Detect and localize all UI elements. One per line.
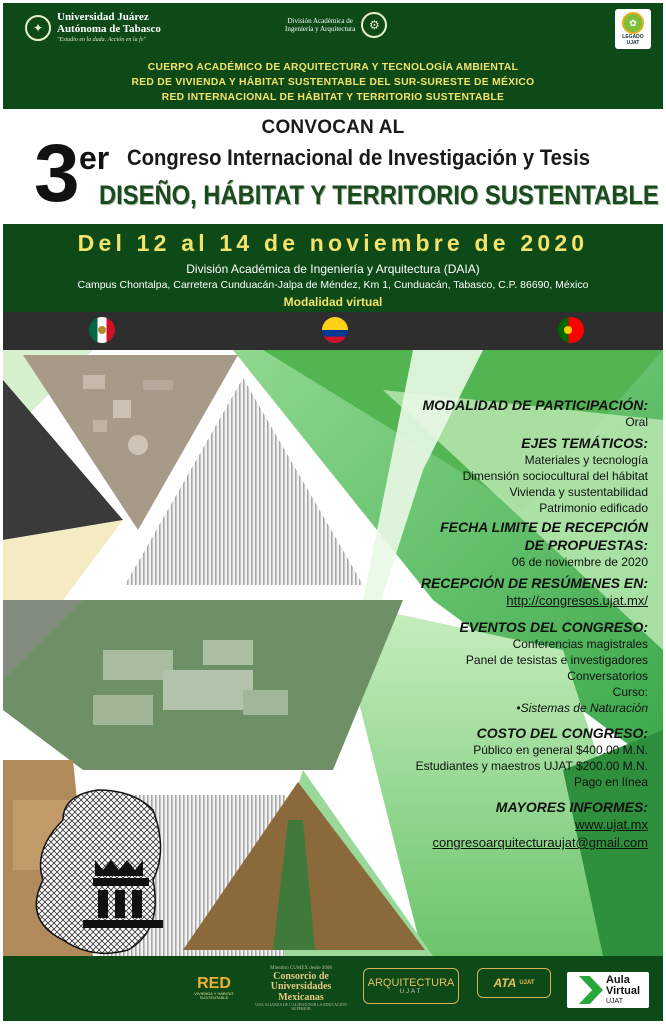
cost-item: Pago en línea — [573, 775, 648, 789]
arquitectura-sub: UJAT — [399, 988, 423, 995]
deadline-value: 06 de noviembre de 2020 — [511, 555, 648, 569]
aula-line3: UJAT — [605, 997, 623, 1005]
email-link[interactable]: congresoarquitecturaujat@gmail.com — [432, 835, 648, 850]
event-campus: Campus Chontalpa, Carretera Cunduacán-Jalpa de Méndez, Km 1, Cunduacán, Tabasco, C.P. 86690, México — [77, 279, 589, 291]
flags-band — [3, 312, 663, 350]
axis-item: Vivienda y sustentabilidad — [509, 485, 648, 499]
convocan-heading: CONVOCAN AL — [261, 117, 405, 138]
events-heading: EVENTOS DEL CONGRESO: — [459, 619, 648, 635]
ujat-logo — [25, 12, 161, 43]
network-line: RED INTERNACIONAL DE HÁBITAT Y TERRITORIO SUSTENTABLE — [161, 91, 505, 103]
title-block — [3, 110, 663, 224]
ata-label: ATA — [493, 976, 517, 990]
cost-item: Estudiantes y maestros UJAT $200.00 M.N. — [415, 759, 648, 773]
division-logo — [285, 12, 387, 38]
congress-name: Congreso Internacional de Investigación y Tesis — [127, 145, 591, 170]
consorcio-name-line2: Universidades — [270, 981, 332, 993]
event-division: División Académica de Ingeniería y Arquitectura (DAIA) — [186, 262, 480, 276]
division-line2: Ingeniería y Arquitectura — [285, 25, 356, 33]
network-line: CUERPO ACADÉMICO DE ARQUITECTURA Y TECNOLOGÍA AMBIENTAL — [147, 61, 519, 73]
red-logo-caption: VIVIENDA Y HÁBITAT SUSTENTABLE — [194, 991, 234, 1000]
event-details-band — [3, 224, 663, 312]
axes-heading: EJES TEMÁTICOS: — [521, 435, 648, 451]
event-item: Conferencias magistrales — [512, 637, 648, 651]
website-link[interactable]: www.ujat.mx — [575, 817, 648, 832]
participation-value: Oral — [625, 415, 648, 429]
event-dates: Del 12 al 14 de noviembre de 2020 — [77, 230, 589, 256]
consorcio-name-line3: Mexicanas — [278, 991, 324, 1003]
axis-item: Dimensión sociocultural del hábitat — [462, 469, 648, 483]
cost-item: Público en general $400.00 M.N. — [473, 743, 648, 757]
event-item: Conversatorios — [567, 669, 648, 683]
network-line: RED DE VIVIENDA Y HÁBITAT SUSTENTABLE DEL SUR-SURESTE DE MÉXICO — [131, 76, 535, 88]
legado-label-line2: UJAT — [626, 40, 640, 46]
aula-line1: Aula — [605, 973, 630, 986]
consorcio-top: Miembro CUMEX desde 2008 — [270, 966, 332, 972]
arquitectura-logo — [363, 968, 459, 1004]
event-item: Panel de tesistas e investigadores — [465, 653, 648, 667]
organizing-networks — [10, 60, 657, 105]
ata-logo — [477, 968, 551, 998]
consorcio-bottom: UNA ALIANZA DE CALIDAD POR LA EDUCACIÓN SUPERIOR — [255, 1002, 347, 1012]
legado-icon: ✿ — [622, 12, 644, 34]
abstracts-heading: RECEPCIÓN DE RESÚMENES EN: — [420, 575, 648, 591]
portugal-flag-icon — [558, 317, 584, 343]
mexico-flag-icon — [89, 317, 115, 343]
axis-item: Materiales y tecnología — [524, 453, 648, 467]
footer-band — [3, 956, 663, 1021]
edition-number: 3 — [34, 128, 80, 219]
legado-logo — [615, 9, 651, 49]
participation-heading: MODALIDAD DE PARTICIPACIÓN: — [422, 397, 648, 413]
colombia-flag-icon — [322, 317, 348, 343]
aula-virtual-logo — [567, 972, 649, 1008]
congress-info — [388, 396, 648, 852]
consorcio-name-line1: Consorcio de — [273, 970, 329, 982]
deadline-heading-line1: FECHA LIMITE DE RECEPCIÓN — [440, 519, 648, 535]
deadline-heading-line2: DE PROPUESTAS: — [524, 537, 648, 553]
division-seal-icon: ⚙ — [361, 12, 387, 38]
division-line1: División Académica de — [287, 16, 353, 25]
abstracts-link[interactable]: http://congresos.ujat.mx/ — [506, 593, 648, 608]
congress-theme: DISEÑO, HÁBITAT Y TERRITORIO SUSTENTABLE — [99, 180, 659, 210]
cost-heading: COSTO DEL CONGRESO: — [476, 725, 648, 741]
legado-label-line1: LEGADO — [622, 34, 644, 40]
aula-line2: Virtual — [605, 985, 641, 998]
arquitectura-label: ARQUITECTURA — [367, 976, 455, 989]
more-info-heading: MAYORES INFORMES: — [495, 799, 648, 815]
university-name-line1: Universidad Juárez — [57, 11, 149, 23]
ata-sub: UJAT — [519, 980, 535, 986]
red-logo-text: RED — [197, 975, 231, 992]
axis-item: Patrimonio edificado — [539, 501, 648, 515]
event-modality: Modalidad virtual — [283, 295, 383, 309]
university-name-line2: Autónoma de Tabasco — [57, 22, 161, 35]
event-item: Curso: — [612, 685, 648, 699]
course-name: •Sistemas de Naturación — [516, 701, 648, 715]
university-motto: "Estudio en la duda. Acción en la fe" — [57, 37, 146, 44]
aula-chevron-icon — [579, 976, 603, 1004]
edition-suffix: er — [79, 140, 110, 176]
red-vivienda-logo — [189, 968, 239, 1008]
ujat-seal-icon: ✦ — [25, 15, 51, 41]
consorcio-logo — [255, 968, 347, 1010]
